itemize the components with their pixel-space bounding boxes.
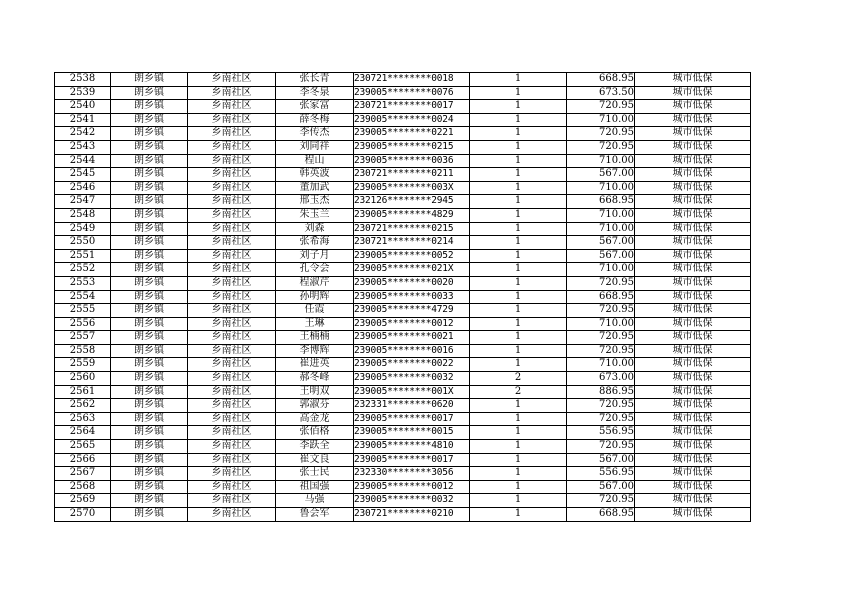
household-count-cell: 1 — [470, 508, 567, 522]
aid-type-cell: 城市低保 — [635, 399, 751, 413]
table-row — [55, 154, 751, 168]
row-number-cell: 2558 — [55, 344, 111, 358]
name-cell: 程淑芹 — [276, 276, 354, 290]
table-row — [55, 494, 751, 508]
aid-type-cell: 城市低保 — [635, 331, 751, 345]
table-row — [55, 508, 751, 522]
row-number-cell: 2539 — [55, 86, 111, 100]
amount-cell: 710.00 — [567, 263, 635, 277]
household-count-cell: 1 — [470, 290, 567, 304]
aid-type-cell: 城市低保 — [635, 73, 751, 87]
household-count-cell: 1 — [470, 222, 567, 236]
id-number-cell: 239005********0076 — [354, 86, 470, 100]
id-number-cell: 232331********0620 — [354, 399, 470, 413]
amount-cell: 556.95 — [567, 467, 635, 481]
town-cell: 朗乡镇 — [111, 236, 188, 250]
row-number-cell: 2543 — [55, 140, 111, 154]
row-number-cell: 2570 — [55, 508, 111, 522]
community-cell: 乡南社区 — [188, 249, 276, 263]
table-row — [55, 236, 751, 250]
household-count-cell: 1 — [470, 113, 567, 127]
community-cell: 乡南社区 — [188, 399, 276, 413]
row-number-cell: 2547 — [55, 195, 111, 209]
id-number-cell: 232126********2945 — [354, 195, 470, 209]
name-cell: 高金龙 — [276, 412, 354, 426]
household-count-cell: 1 — [470, 195, 567, 209]
amount-cell: 720.95 — [567, 127, 635, 141]
household-count-cell: 1 — [470, 263, 567, 277]
row-number-cell: 2564 — [55, 426, 111, 440]
aid-type-cell: 城市低保 — [635, 168, 751, 182]
row-number-cell: 2557 — [55, 331, 111, 345]
community-cell: 乡南社区 — [188, 140, 276, 154]
aid-type-cell: 城市低保 — [635, 508, 751, 522]
table-row — [55, 86, 751, 100]
table-row — [55, 372, 751, 386]
household-count-cell: 1 — [470, 453, 567, 467]
household-count-cell: 1 — [470, 127, 567, 141]
amount-cell: 710.00 — [567, 208, 635, 222]
amount-cell: 720.95 — [567, 100, 635, 114]
amount-cell: 673.00 — [567, 372, 635, 386]
id-number-cell: 230721********0210 — [354, 508, 470, 522]
aid-type-cell: 城市低保 — [635, 304, 751, 318]
id-number-cell: 239005********4829 — [354, 208, 470, 222]
id-number-cell: 232330********3056 — [354, 467, 470, 481]
table-row — [55, 453, 751, 467]
town-cell: 朗乡镇 — [111, 317, 188, 331]
community-cell: 乡南社区 — [188, 73, 276, 87]
community-cell: 乡南社区 — [188, 304, 276, 318]
household-count-cell: 1 — [470, 440, 567, 454]
community-cell: 乡南社区 — [188, 331, 276, 345]
id-number-cell: 239005********0024 — [354, 113, 470, 127]
table-row — [55, 317, 751, 331]
aid-type-cell: 城市低保 — [635, 208, 751, 222]
table-row — [55, 113, 751, 127]
community-cell: 乡南社区 — [188, 426, 276, 440]
table-row — [55, 426, 751, 440]
name-cell: 王明双 — [276, 385, 354, 399]
id-number-cell: 239005********4729 — [354, 304, 470, 318]
household-count-cell: 1 — [470, 208, 567, 222]
household-count-cell: 1 — [470, 426, 567, 440]
row-number-cell: 2544 — [55, 154, 111, 168]
aid-type-cell: 城市低保 — [635, 358, 751, 372]
community-cell: 乡南社区 — [188, 358, 276, 372]
household-count-cell: 1 — [470, 412, 567, 426]
id-number-cell: 239005********0020 — [354, 276, 470, 290]
aid-type-cell: 城市低保 — [635, 276, 751, 290]
town-cell: 朗乡镇 — [111, 168, 188, 182]
table-row — [55, 140, 751, 154]
name-cell: 孙明辉 — [276, 290, 354, 304]
table-row — [55, 399, 751, 413]
id-number-cell: 239005********0052 — [354, 249, 470, 263]
row-number-cell: 2545 — [55, 168, 111, 182]
table-row — [55, 249, 751, 263]
name-cell: 祖国强 — [276, 480, 354, 494]
row-number-cell: 2550 — [55, 236, 111, 250]
table-row — [55, 412, 751, 426]
id-number-cell: 230721********0018 — [354, 73, 470, 87]
amount-cell: 668.95 — [567, 508, 635, 522]
table-row — [55, 440, 751, 454]
row-number-cell: 2566 — [55, 453, 111, 467]
table-row — [55, 467, 751, 481]
row-number-cell: 2556 — [55, 317, 111, 331]
aid-type-cell: 城市低保 — [635, 236, 751, 250]
name-cell: 郝冬峰 — [276, 372, 354, 386]
household-count-cell: 1 — [470, 154, 567, 168]
town-cell: 朗乡镇 — [111, 140, 188, 154]
town-cell: 朗乡镇 — [111, 494, 188, 508]
table-row — [55, 208, 751, 222]
row-number-cell: 2551 — [55, 249, 111, 263]
amount-cell: 710.00 — [567, 222, 635, 236]
community-cell: 乡南社区 — [188, 453, 276, 467]
community-cell: 乡南社区 — [188, 100, 276, 114]
community-cell: 乡南社区 — [188, 195, 276, 209]
town-cell: 朗乡镇 — [111, 263, 188, 277]
amount-cell: 886.95 — [567, 385, 635, 399]
row-number-cell: 2568 — [55, 480, 111, 494]
amount-cell: 720.95 — [567, 412, 635, 426]
table-row — [55, 480, 751, 494]
row-number-cell: 2542 — [55, 127, 111, 141]
aid-type-cell: 城市低保 — [635, 467, 751, 481]
household-count-cell: 1 — [470, 86, 567, 100]
id-number-cell: 239005********003X — [354, 181, 470, 195]
town-cell: 朗乡镇 — [111, 358, 188, 372]
town-cell: 朗乡镇 — [111, 412, 188, 426]
community-cell: 乡南社区 — [188, 236, 276, 250]
id-number-cell: 239005********0017 — [354, 453, 470, 467]
row-number-cell: 2540 — [55, 100, 111, 114]
row-number-cell: 2548 — [55, 208, 111, 222]
id-number-cell: 239005********0015 — [354, 426, 470, 440]
row-number-cell: 2565 — [55, 440, 111, 454]
name-cell: 王楠楠 — [276, 331, 354, 345]
community-cell: 乡南社区 — [188, 317, 276, 331]
household-count-cell: 2 — [470, 372, 567, 386]
row-number-cell: 2538 — [55, 73, 111, 87]
amount-cell: 720.95 — [567, 399, 635, 413]
amount-cell: 668.95 — [567, 73, 635, 87]
amount-cell: 720.95 — [567, 140, 635, 154]
aid-type-cell: 城市低保 — [635, 181, 751, 195]
aid-type-cell: 城市低保 — [635, 86, 751, 100]
name-cell: 朱玉兰 — [276, 208, 354, 222]
household-count-cell: 1 — [470, 358, 567, 372]
town-cell: 朗乡镇 — [111, 344, 188, 358]
id-number-cell: 239005********0032 — [354, 494, 470, 508]
row-number-cell: 2559 — [55, 358, 111, 372]
household-count-cell: 1 — [470, 304, 567, 318]
table-row — [55, 195, 751, 209]
id-number-cell: 239005********0033 — [354, 290, 470, 304]
table-row — [55, 168, 751, 182]
amount-cell: 668.95 — [567, 195, 635, 209]
amount-cell: 567.00 — [567, 480, 635, 494]
name-cell: 马强 — [276, 494, 354, 508]
row-number-cell: 2546 — [55, 181, 111, 195]
household-count-cell: 1 — [470, 344, 567, 358]
aid-type-cell: 城市低保 — [635, 195, 751, 209]
amount-cell: 567.00 — [567, 453, 635, 467]
amount-cell: 720.95 — [567, 276, 635, 290]
name-cell: 张长青 — [276, 73, 354, 87]
name-cell: 薛冬梅 — [276, 113, 354, 127]
name-cell: 崔文良 — [276, 453, 354, 467]
name-cell: 孔令会 — [276, 263, 354, 277]
row-number-cell: 2569 — [55, 494, 111, 508]
id-number-cell: 230721********0211 — [354, 168, 470, 182]
name-cell: 任霞 — [276, 304, 354, 318]
town-cell: 朗乡镇 — [111, 276, 188, 290]
community-cell: 乡南社区 — [188, 385, 276, 399]
aid-type-cell: 城市低保 — [635, 140, 751, 154]
aid-type-cell: 城市低保 — [635, 385, 751, 399]
id-number-cell: 239005********0021 — [354, 331, 470, 345]
household-count-cell: 1 — [470, 168, 567, 182]
household-count-cell: 1 — [470, 236, 567, 250]
town-cell: 朗乡镇 — [111, 100, 188, 114]
name-cell: 崔进英 — [276, 358, 354, 372]
name-cell: 鲁会军 — [276, 508, 354, 522]
row-number-cell: 2549 — [55, 222, 111, 236]
table-body — [55, 73, 751, 522]
town-cell: 朗乡镇 — [111, 154, 188, 168]
amount-cell: 710.00 — [567, 181, 635, 195]
row-number-cell: 2563 — [55, 412, 111, 426]
town-cell: 朗乡镇 — [111, 86, 188, 100]
name-cell: 刘同祥 — [276, 140, 354, 154]
name-cell: 李冬泉 — [276, 86, 354, 100]
town-cell: 朗乡镇 — [111, 73, 188, 87]
row-number-cell: 2567 — [55, 467, 111, 481]
id-number-cell: 239005********0012 — [354, 317, 470, 331]
table-row — [55, 181, 751, 195]
household-count-cell: 1 — [470, 317, 567, 331]
table-row — [55, 276, 751, 290]
community-cell: 乡南社区 — [188, 113, 276, 127]
amount-cell: 720.95 — [567, 344, 635, 358]
town-cell: 朗乡镇 — [111, 508, 188, 522]
aid-type-cell: 城市低保 — [635, 372, 751, 386]
town-cell: 朗乡镇 — [111, 467, 188, 481]
amount-cell: 720.95 — [567, 440, 635, 454]
aid-type-cell: 城市低保 — [635, 317, 751, 331]
community-cell: 乡南社区 — [188, 508, 276, 522]
amount-cell: 556.95 — [567, 426, 635, 440]
name-cell: 邢玉杰 — [276, 195, 354, 209]
id-number-cell: 230721********0215 — [354, 222, 470, 236]
table-row — [55, 100, 751, 114]
id-number-cell: 239005********021X — [354, 263, 470, 277]
town-cell: 朗乡镇 — [111, 440, 188, 454]
aid-type-cell: 城市低保 — [635, 480, 751, 494]
town-cell: 朗乡镇 — [111, 331, 188, 345]
aid-type-cell: 城市低保 — [635, 412, 751, 426]
aid-type-cell: 城市低保 — [635, 494, 751, 508]
community-cell: 乡南社区 — [188, 412, 276, 426]
name-cell: 韩英波 — [276, 168, 354, 182]
id-number-cell: 230721********0017 — [354, 100, 470, 114]
name-cell: 王琳 — [276, 317, 354, 331]
town-cell: 朗乡镇 — [111, 385, 188, 399]
town-cell: 朗乡镇 — [111, 453, 188, 467]
id-number-cell: 239005********0221 — [354, 127, 470, 141]
household-count-cell: 1 — [470, 467, 567, 481]
household-count-cell: 2 — [470, 385, 567, 399]
community-cell: 乡南社区 — [188, 372, 276, 386]
community-cell: 乡南社区 — [188, 440, 276, 454]
table-row — [55, 304, 751, 318]
town-cell: 朗乡镇 — [111, 480, 188, 494]
id-number-cell: 239005********0017 — [354, 412, 470, 426]
row-number-cell: 2541 — [55, 113, 111, 127]
town-cell: 朗乡镇 — [111, 222, 188, 236]
amount-cell: 567.00 — [567, 236, 635, 250]
name-cell: 董加武 — [276, 181, 354, 195]
aid-type-cell: 城市低保 — [635, 290, 751, 304]
row-number-cell: 2554 — [55, 290, 111, 304]
aid-type-cell: 城市低保 — [635, 426, 751, 440]
amount-cell: 720.95 — [567, 304, 635, 318]
aid-type-cell: 城市低保 — [635, 154, 751, 168]
id-number-cell: 239005********0022 — [354, 358, 470, 372]
aid-type-cell: 城市低保 — [635, 453, 751, 467]
amount-cell: 720.95 — [567, 494, 635, 508]
community-cell: 乡南社区 — [188, 154, 276, 168]
name-cell: 张希海 — [276, 236, 354, 250]
id-number-cell: 239005********0012 — [354, 480, 470, 494]
data-table — [54, 72, 751, 522]
community-cell: 乡南社区 — [188, 344, 276, 358]
name-cell: 李传杰 — [276, 127, 354, 141]
aid-type-cell: 城市低保 — [635, 100, 751, 114]
table-row — [55, 73, 751, 87]
name-cell: 李跃全 — [276, 440, 354, 454]
amount-cell: 710.00 — [567, 317, 635, 331]
table-row — [55, 222, 751, 236]
household-count-cell: 1 — [470, 494, 567, 508]
amount-cell: 668.95 — [567, 290, 635, 304]
amount-cell: 710.00 — [567, 113, 635, 127]
household-count-cell: 1 — [470, 181, 567, 195]
community-cell: 乡南社区 — [188, 494, 276, 508]
name-cell: 程山 — [276, 154, 354, 168]
table-row — [55, 290, 751, 304]
name-cell: 刘子月 — [276, 249, 354, 263]
id-number-cell: 239005********0032 — [354, 372, 470, 386]
town-cell: 朗乡镇 — [111, 372, 188, 386]
row-number-cell: 2553 — [55, 276, 111, 290]
table-row — [55, 358, 751, 372]
name-cell: 郭淑芬 — [276, 399, 354, 413]
town-cell: 朗乡镇 — [111, 208, 188, 222]
id-number-cell: 230721********0214 — [354, 236, 470, 250]
community-cell: 乡南社区 — [188, 480, 276, 494]
aid-type-cell: 城市低保 — [635, 344, 751, 358]
aid-type-cell: 城市低保 — [635, 222, 751, 236]
row-number-cell: 2555 — [55, 304, 111, 318]
town-cell: 朗乡镇 — [111, 399, 188, 413]
id-number-cell: 239005********0036 — [354, 154, 470, 168]
community-cell: 乡南社区 — [188, 181, 276, 195]
table-row — [55, 344, 751, 358]
household-count-cell: 1 — [470, 100, 567, 114]
amount-cell: 710.00 — [567, 154, 635, 168]
town-cell: 朗乡镇 — [111, 290, 188, 304]
amount-cell: 567.00 — [567, 249, 635, 263]
table-row — [55, 331, 751, 345]
household-count-cell: 1 — [470, 276, 567, 290]
row-number-cell: 2561 — [55, 385, 111, 399]
id-number-cell: 239005********001X — [354, 385, 470, 399]
household-count-cell: 1 — [470, 140, 567, 154]
row-number-cell: 2562 — [55, 399, 111, 413]
community-cell: 乡南社区 — [188, 222, 276, 236]
community-cell: 乡南社区 — [188, 263, 276, 277]
amount-cell: 567.00 — [567, 168, 635, 182]
community-cell: 乡南社区 — [188, 208, 276, 222]
amount-cell: 720.95 — [567, 331, 635, 345]
aid-type-cell: 城市低保 — [635, 249, 751, 263]
aid-type-cell: 城市低保 — [635, 113, 751, 127]
id-number-cell: 239005********0016 — [354, 344, 470, 358]
town-cell: 朗乡镇 — [111, 195, 188, 209]
name-cell: 刘森 — [276, 222, 354, 236]
household-count-cell: 1 — [470, 73, 567, 87]
aid-type-cell: 城市低保 — [635, 127, 751, 141]
id-number-cell: 239005********4810 — [354, 440, 470, 454]
amount-cell: 710.00 — [567, 358, 635, 372]
name-cell: 张家富 — [276, 100, 354, 114]
household-count-cell: 1 — [470, 399, 567, 413]
community-cell: 乡南社区 — [188, 168, 276, 182]
name-cell: 张佰格 — [276, 426, 354, 440]
community-cell: 乡南社区 — [188, 290, 276, 304]
community-cell: 乡南社区 — [188, 467, 276, 481]
name-cell: 李博辉 — [276, 344, 354, 358]
table-row — [55, 127, 751, 141]
town-cell: 朗乡镇 — [111, 113, 188, 127]
table-row — [55, 263, 751, 277]
id-number-cell: 239005********0215 — [354, 140, 470, 154]
town-cell: 朗乡镇 — [111, 181, 188, 195]
amount-cell: 673.50 — [567, 86, 635, 100]
household-count-cell: 1 — [470, 480, 567, 494]
community-cell: 乡南社区 — [188, 86, 276, 100]
aid-type-cell: 城市低保 — [635, 263, 751, 277]
name-cell: 张士民 — [276, 467, 354, 481]
town-cell: 朗乡镇 — [111, 127, 188, 141]
town-cell: 朗乡镇 — [111, 426, 188, 440]
household-count-cell: 1 — [470, 249, 567, 263]
row-number-cell: 2552 — [55, 263, 111, 277]
table-row — [55, 385, 751, 399]
row-number-cell: 2560 — [55, 372, 111, 386]
community-cell: 乡南社区 — [188, 276, 276, 290]
household-count-cell: 1 — [470, 331, 567, 345]
aid-type-cell: 城市低保 — [635, 440, 751, 454]
town-cell: 朗乡镇 — [111, 304, 188, 318]
town-cell: 朗乡镇 — [111, 249, 188, 263]
community-cell: 乡南社区 — [188, 127, 276, 141]
